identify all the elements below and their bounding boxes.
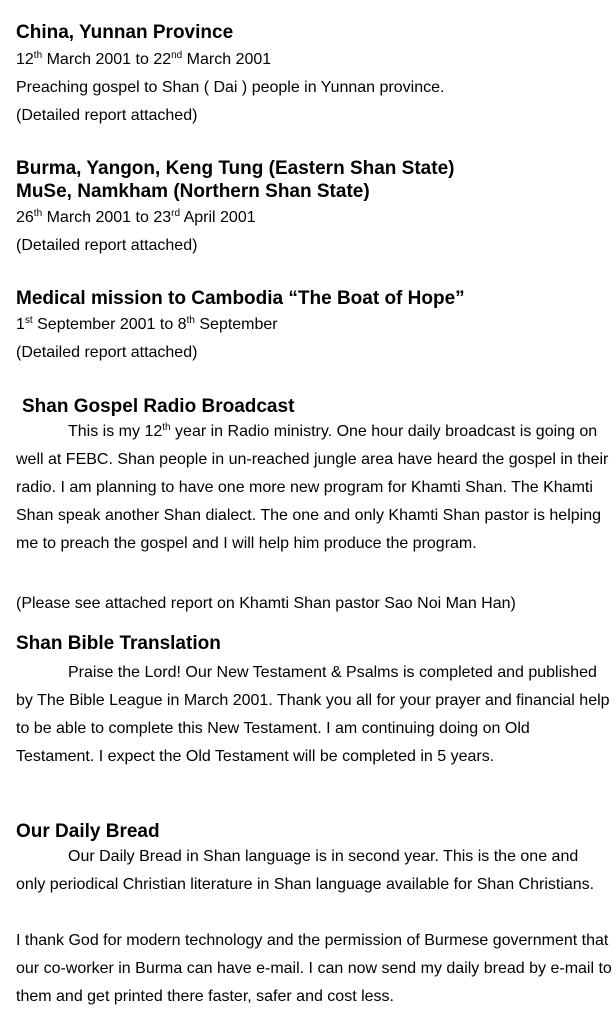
section-heading-burma-line1: Burma, Yangon, Keng Tung (Eastern Shan State) [16,158,455,179]
china-description: Preaching gospel to Shan ( Dai ) people in Yunnan province. [16,79,445,96]
date-range-china: 12th March 2001 to 22nd March 2001 [16,50,272,68]
radio-paragraph: This is my 12th year in Radio ministry. One hour daily broadcast is going on well at FEBC. Shan people in un-reached jungle area have heard the gospel in their radio. I am planning to have one more new program for Khamti Shan. The Khamti Shan speak another Shan dialect. The one and only Khamti Shan pastor is helping me to preach the gospel and I will help him produce the program. [16,422,609,552]
section-heading-cambodia: Medical mission to Cambodia “The Boat of Hope” [16,288,465,309]
section-heading-radio: Shan Gospel Radio Broadcast [22,396,295,417]
section-heading-daily-bread: Our Daily Bread [16,821,160,842]
daily-bread-paragraph-1: Our Daily Bread in Shan language is in second year. This is the one and only periodical Christian literature in Shan language available for Shan Christians. [16,848,595,893]
bible-paragraph: Praise the Lord! Our New Testament & Psalms is completed and published by The Bible League in March 2001. Thank you all for your prayer and financial help to be able to complete this New Testament. I am continuing doing on Old Testament. I expect the Old Testament will be completed in 5 years. [16,664,610,765]
radio-attachment-note: (Please see attached report on Khamti Shan pastor Sao Noi Man Han) [16,595,516,612]
date-range-cambodia: 1st September 2001 to 8th September [16,315,278,333]
daily-bread-paragraph-2: I thank God for modern technology and the permission of Burmese government that our co-worker in Burma can have e-mail. I can now send my daily bread by e-mail to them and get printed there faster, safer and cost less. [16,932,612,1005]
cambodia-report-note: (Detailed report attached) [16,344,198,361]
date-range-burma: 26th March 2001 to 23rd April 2001 [16,208,256,226]
burma-report-note: (Detailed report attached) [16,237,198,254]
section-heading-bible: Shan Bible Translation [16,633,221,654]
section-heading-burma-line2: MuSe, Namkham (Northern Shan State) [16,181,370,202]
section-heading-china: China, Yunnan Province [16,22,234,43]
china-report-note: (Detailed report attached) [16,107,198,124]
